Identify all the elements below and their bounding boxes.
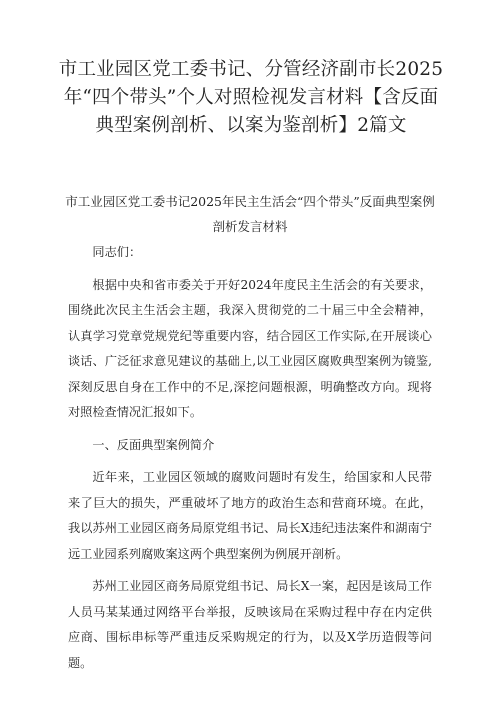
body-paragraph: 根据中央和省市委关于开好2024年度民主生活会的有关要求，围绕此次民主生活会主题，我深入贯彻党的二十届三中全会精神，认真学习党章党规党纪等重要内容，结合园区工作实际,在开展谈心谈话、广泛征求意见建议的基础上,以工业园区腐败典型案例为镜鉴,深刻反思自身在工作中的不足,深挖问题根源，明确整改方向。现将对照检查情况汇报如下。	[68, 277, 432, 419]
body-paragraph: 苏州工业园区商务局原党组书记、局长X一案，起因是该局工作人员马某某通过网络平台举报，反映该局在采购过程中存在内定供应商、围标串标等严重违反采购规定的行为，以及X学历造假等问题。	[68, 579, 432, 670]
body-paragraph: 近年来，工业园区领域的腐败问题时有发生，给国家和人民带来了巨大的损失，严重破坏了地方的政治生态和营商环境。在此，我以苏州工业园区商务局原党组书记、局长X违纪违法案件和湖南宁远工业园系列腐败案这两个典型案例为例展开剖析。	[68, 470, 432, 561]
salutation: 同志们：	[92, 245, 142, 259]
section-heading: 一、反面典型案例简介	[92, 437, 215, 452]
document-subtitle: 市工业园区党工委书记2025年民主生活会“四个带头”反面典型案例剖析发言材料	[65, 194, 435, 234]
document-title: 市工业园区党工委书记、分管经济副市长2025年“四个带头”个人对照检视发言材料【含反面典型案例剖析、以案为鉴剖析】2篇文	[58, 59, 444, 136]
document-body	[68, 240, 432, 683]
